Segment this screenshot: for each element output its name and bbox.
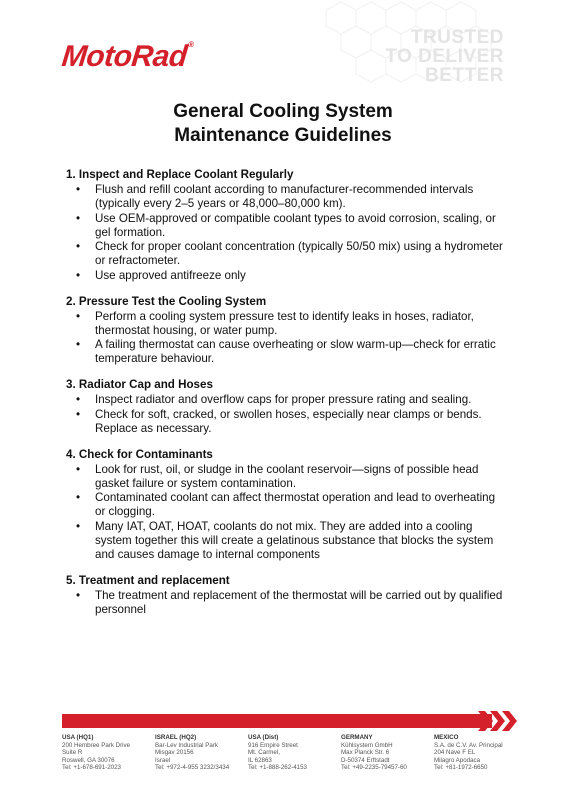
office-label: MEXICO	[434, 734, 459, 741]
brand-tagline	[385, 28, 504, 85]
bullet-list	[66, 589, 506, 617]
bullet-item: • Check for soft, cracked, or swollen hoses, especially near clamps or bends. Replace as necessary.	[66, 408, 506, 436]
office-line: D-50374 Erftstadt	[341, 756, 390, 764]
office-line: Milagro Apodaca	[434, 756, 481, 764]
bullet-item: • Look for rust, oil, or sludge in the coolant reservoir—signs of possible head gasket failure or system contamination.	[66, 463, 506, 491]
bullet-item: • A failing thermostat can cause overheating or slow warm-up—check for erratic temperature behaviour.	[66, 338, 506, 366]
section-heading: 3. Radiator Cap and Hoses	[66, 378, 213, 391]
bullet-list	[66, 463, 506, 562]
office-line: Tel: +1-678-691-2023	[62, 764, 121, 772]
office-line: Suite R	[62, 749, 83, 757]
section-pressure-test	[66, 295, 506, 367]
chevron-right-icon	[478, 711, 518, 731]
bullet-list	[66, 183, 506, 283]
registered-mark-icon: ®	[187, 40, 195, 49]
footer-offices	[62, 734, 522, 772]
office-line: Misgav 20156	[155, 749, 194, 757]
office-line: Bar-Lev Industrial Park	[155, 741, 218, 749]
office-label: USA (HQ1)	[62, 734, 94, 741]
office-label: GERMANY	[341, 734, 373, 741]
tagline-line: TRUSTED	[410, 27, 504, 48]
section-heading: 5. Treatment and replacement	[66, 573, 230, 587]
office-germany	[341, 734, 429, 772]
office-line: Israel	[155, 756, 171, 764]
office-line: Max Planck Str. 6	[341, 749, 390, 757]
bullet-item: • Perform a cooling system pressure test to identify leaks in hoses, radiator, thermostat housing, or water pump.	[66, 310, 506, 338]
office-line: Tel: +49-2235-79457-60	[341, 764, 407, 772]
bullet-list	[66, 310, 506, 367]
tagline-line: BETTER	[425, 65, 504, 86]
section-contaminants	[66, 448, 506, 562]
section-heading: 4. Check for Contaminants	[66, 447, 213, 461]
tagline-line: TO DELIVER	[385, 46, 504, 67]
office-line: S.A. de C.V. Av. Principal	[434, 741, 503, 749]
office-line: 200 Hembree Park Drive	[62, 741, 131, 749]
office-line: Kühlsystem GmbH	[341, 741, 393, 749]
bullet-item: • Many IAT, OAT, HOAT, coolants do not mix. They are added into a cooling system together this will create a gelatinous substance that blocks the system and causes damage to internal components	[66, 520, 506, 562]
bullet-item: • The treatment and replacement of the thermostat will be carried out by qualified personnel	[66, 589, 506, 617]
office-israel-hq2	[155, 734, 243, 772]
footer-accent-bar	[62, 714, 492, 728]
bullet-item: • Contaminated coolant can affect thermostat operation and lead to overheating or clogging.	[66, 491, 506, 519]
office-line: 204 Nave F EL	[434, 749, 476, 757]
document-body	[66, 168, 506, 629]
office-label: USA (Dist)	[248, 734, 279, 741]
office-line: Tel: +81-1972-6650	[434, 764, 488, 772]
bullet-item: • Check for proper coolant concentration (typically 50/50 mix) using a hydrometer or refractometer.	[66, 240, 506, 268]
bullet-item: • Use approved antifreeze only	[66, 269, 506, 283]
office-label: ISRAEL (HQ2)	[155, 734, 197, 741]
bullet-item: • Use OEM-approved or compatible coolant types to avoid corrosion, scaling, or gel formation.	[66, 212, 506, 240]
office-usa-hq1	[62, 734, 150, 772]
section-heading: 1. Inspect and Replace Coolant Regularly	[66, 168, 294, 181]
section-treatment	[66, 574, 506, 617]
bullet-item: • Inspect radiator and overflow caps for proper pressure rating and sealing.	[66, 393, 506, 407]
office-line: 916 Empire Street	[248, 741, 298, 749]
office-line: Mt. Carmel,	[248, 749, 280, 757]
office-line: Roswell, GA 30076	[62, 756, 115, 764]
office-mexico	[434, 734, 522, 772]
logo-text: MotoRad	[60, 40, 189, 73]
section-heading: 2. Pressure Test the Cooling System	[66, 294, 267, 308]
office-usa-dist	[248, 734, 336, 772]
document-title: General Cooling System Maintenance Guidelines	[173, 101, 393, 146]
bullet-list	[66, 393, 506, 436]
office-line: Tel: +972-4-955 3232/3434	[155, 764, 230, 772]
motorad-logo	[60, 40, 194, 74]
bullet-item: • Flush and refill coolant according to manufacturer-recommended intervals (typically every 2–5 years or 48,000–80,000 km).	[66, 183, 506, 211]
office-line: Tel: +1-888-262-4153	[248, 764, 307, 772]
section-coolant	[66, 168, 506, 283]
section-radiator-cap	[66, 378, 506, 436]
office-line: IL 62863	[248, 756, 272, 764]
